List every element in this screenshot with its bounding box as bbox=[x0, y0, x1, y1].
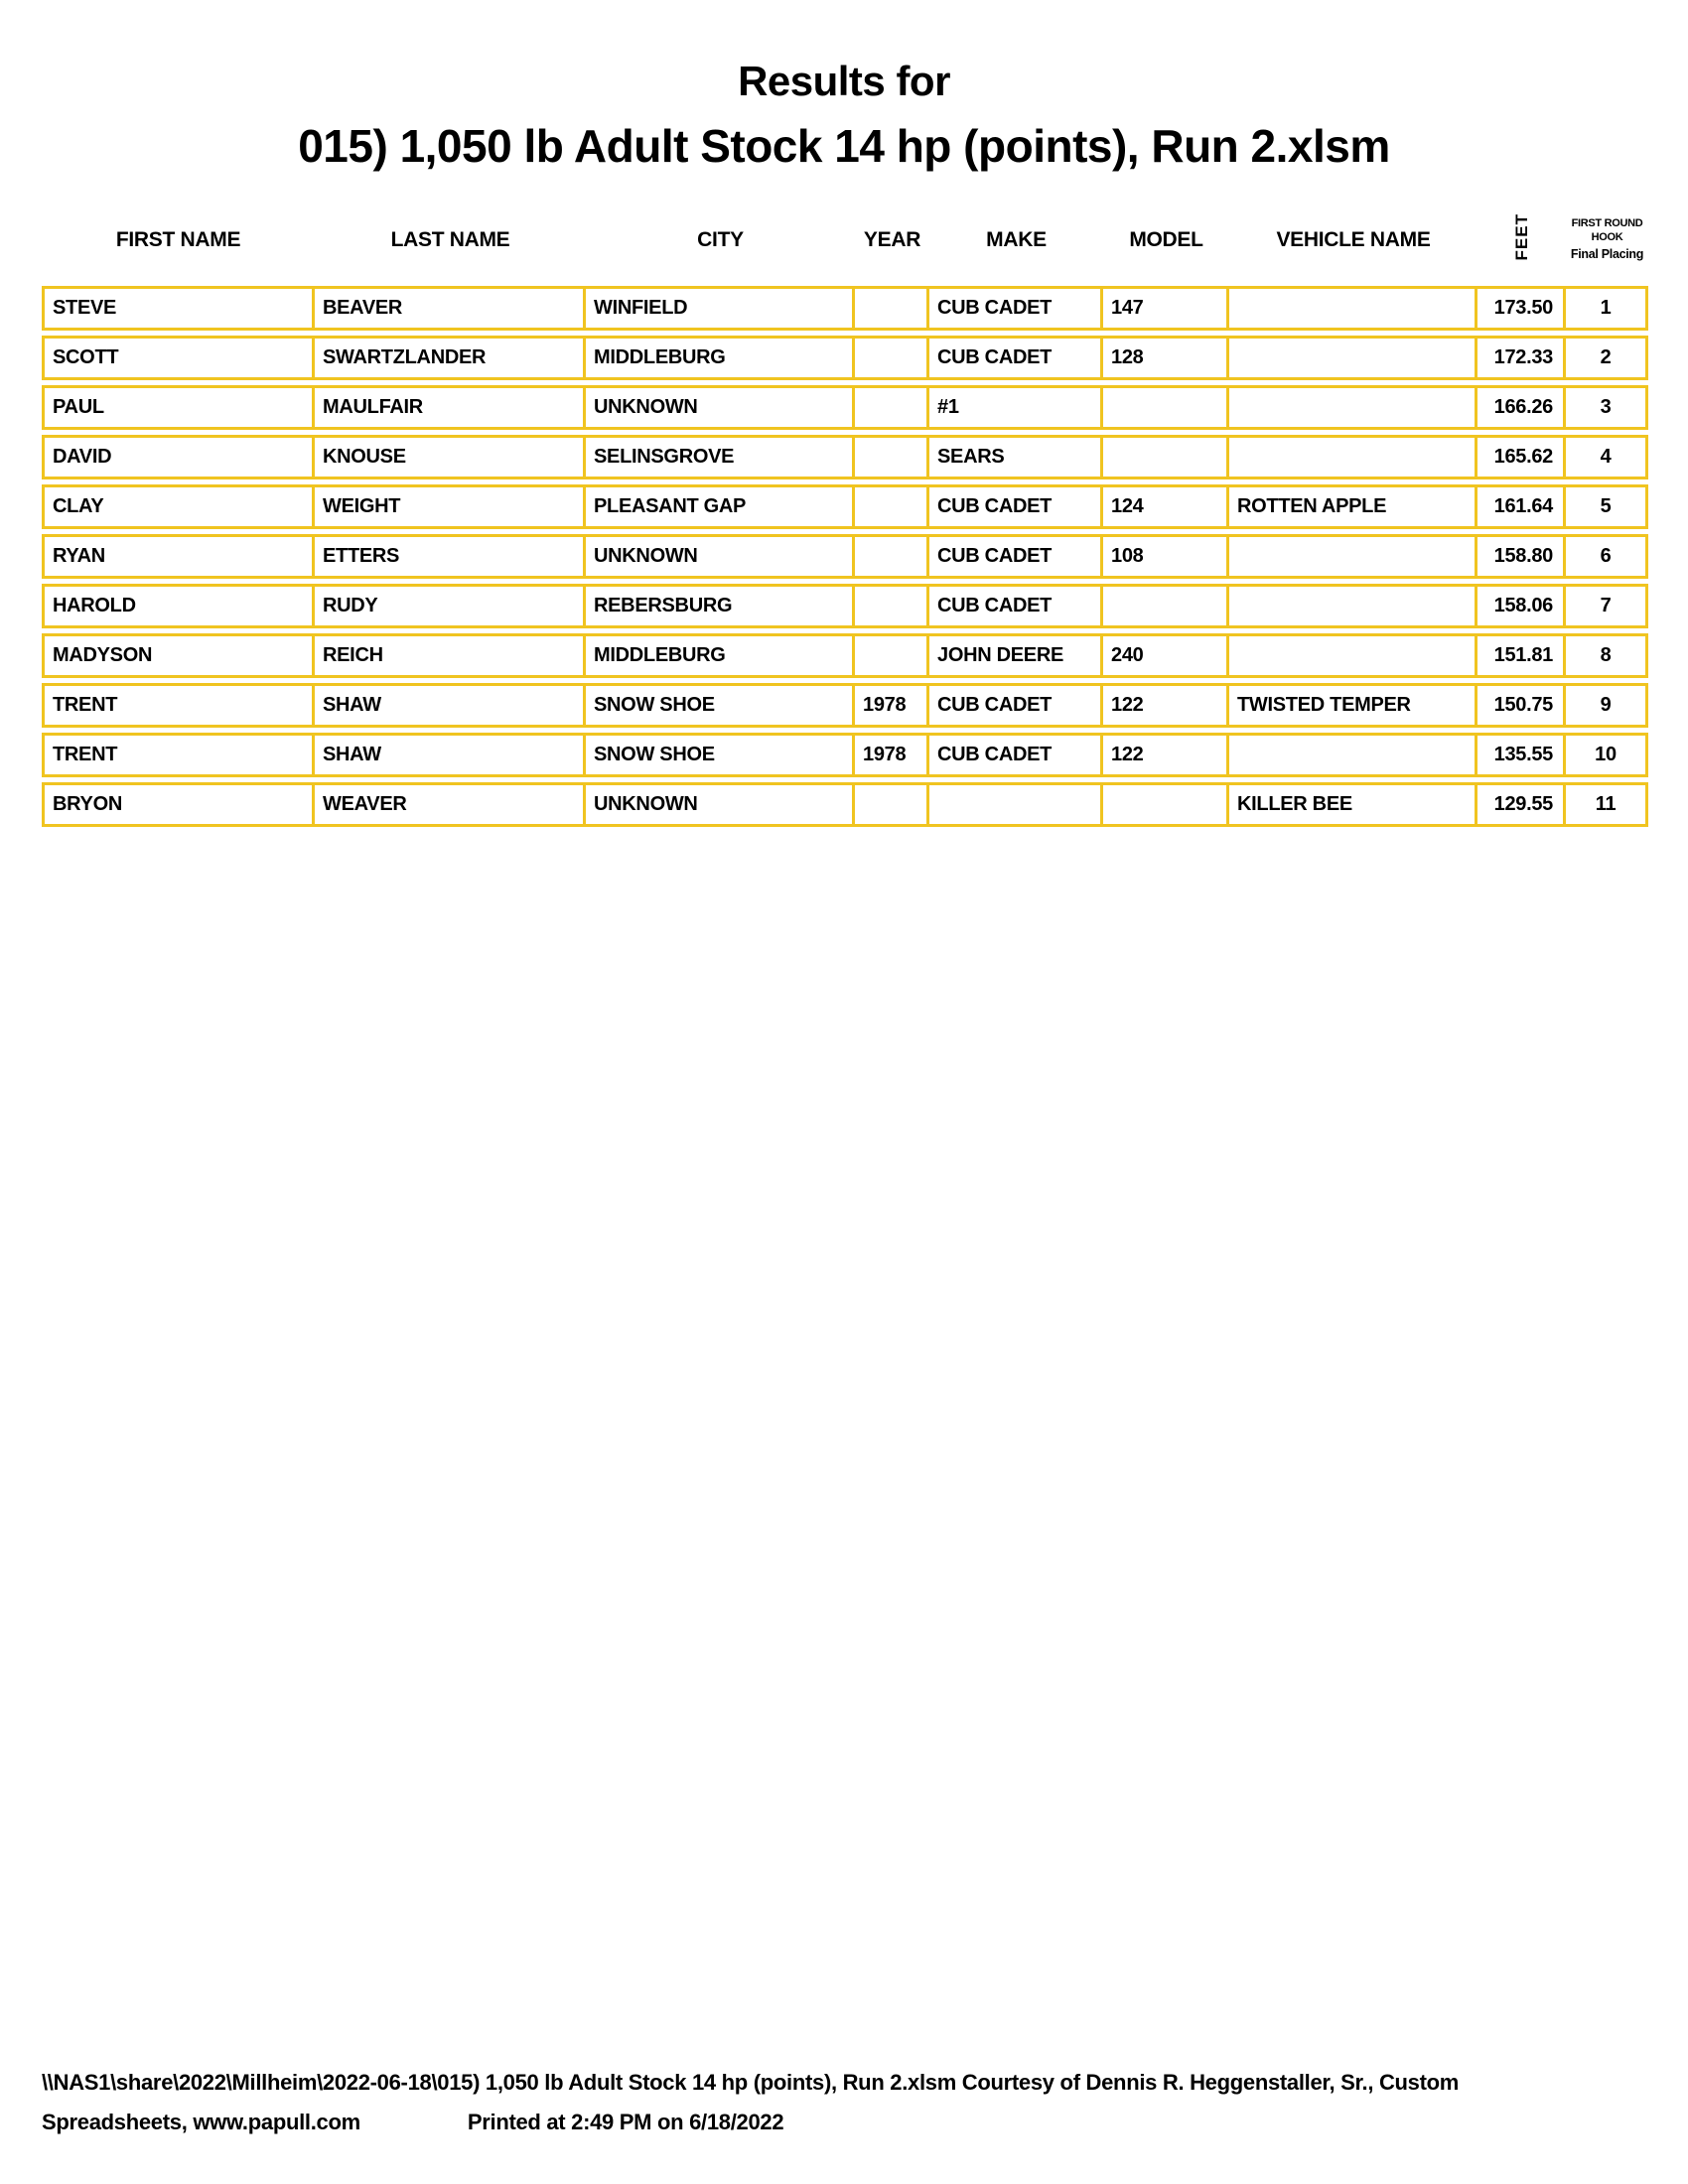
table-row bbox=[42, 584, 1648, 628]
col-header-feet bbox=[1477, 200, 1566, 281]
cell-city: SNOW SHOE bbox=[586, 733, 855, 777]
cell-last-name: ETTERS bbox=[315, 534, 586, 579]
cell-year: 1978 bbox=[855, 733, 929, 777]
cell-year bbox=[855, 385, 929, 430]
cell-year bbox=[855, 435, 929, 479]
col-header-model: MODEL bbox=[1129, 228, 1203, 251]
cell-city: UNKNOWN bbox=[586, 782, 855, 827]
cell-vehicle-name: TWISTED TEMPER bbox=[1229, 683, 1477, 728]
cell-city: SNOW SHOE bbox=[586, 683, 855, 728]
cell-first-name: TRENT bbox=[42, 733, 315, 777]
cell-model: 240 bbox=[1103, 633, 1229, 678]
table-row bbox=[42, 484, 1648, 529]
cell-model: 128 bbox=[1103, 336, 1229, 380]
cell-make: CUB CADET bbox=[929, 534, 1103, 579]
table-row bbox=[42, 534, 1648, 579]
cell-city: MIDDLEBURG bbox=[586, 633, 855, 678]
footer-line2-left: Spreadsheets, www.papull.com bbox=[42, 2110, 360, 2134]
cell-make bbox=[929, 782, 1103, 827]
cell-vehicle-name bbox=[1229, 385, 1477, 430]
cell-make: CUB CADET bbox=[929, 733, 1103, 777]
cell-last-name: RUDY bbox=[315, 584, 586, 628]
placing-header-line2: HOOK bbox=[1591, 231, 1623, 244]
cell-vehicle-name bbox=[1229, 435, 1477, 479]
table-row bbox=[42, 286, 1648, 331]
cell-first-name: STEVE bbox=[42, 286, 315, 331]
cell-vehicle-name bbox=[1229, 633, 1477, 678]
placing-header-block bbox=[1566, 217, 1648, 262]
cell-city: UNKNOWN bbox=[586, 385, 855, 430]
cell-model bbox=[1103, 782, 1229, 827]
cell-feet: 158.06 bbox=[1477, 584, 1566, 628]
cell-first-name: CLAY bbox=[42, 484, 315, 529]
cell-placing: 10 bbox=[1566, 733, 1648, 777]
cell-last-name: SHAW bbox=[315, 733, 586, 777]
table-row bbox=[42, 633, 1648, 678]
feet-rotated-label: FEET bbox=[1511, 213, 1531, 261]
cell-vehicle-name bbox=[1229, 584, 1477, 628]
placing-header-line1: FIRST ROUND bbox=[1571, 217, 1643, 230]
cell-year bbox=[855, 782, 929, 827]
cell-city: UNKNOWN bbox=[586, 534, 855, 579]
cell-placing: 4 bbox=[1566, 435, 1648, 479]
cell-model: 124 bbox=[1103, 484, 1229, 529]
cell-placing: 1 bbox=[1566, 286, 1648, 331]
results-table-body bbox=[42, 286, 1648, 827]
table-row bbox=[42, 683, 1648, 728]
cell-placing: 2 bbox=[1566, 336, 1648, 380]
cell-last-name: WEIGHT bbox=[315, 484, 586, 529]
cell-city: MIDDLEBURG bbox=[586, 336, 855, 380]
cell-feet: 151.81 bbox=[1477, 633, 1566, 678]
cell-model: 147 bbox=[1103, 286, 1229, 331]
cell-vehicle-name: KILLER BEE bbox=[1229, 782, 1477, 827]
cell-last-name: BEAVER bbox=[315, 286, 586, 331]
cell-year bbox=[855, 584, 929, 628]
cell-first-name: DAVID bbox=[42, 435, 315, 479]
col-header-first-name: FIRST NAME bbox=[115, 228, 241, 251]
cell-feet: 161.64 bbox=[1477, 484, 1566, 529]
cell-feet: 173.50 bbox=[1477, 286, 1566, 331]
cell-make: CUB CADET bbox=[929, 336, 1103, 380]
table-row bbox=[42, 336, 1648, 380]
cell-placing: 6 bbox=[1566, 534, 1648, 579]
cell-last-name: KNOUSE bbox=[315, 435, 586, 479]
cell-year: 1978 bbox=[855, 683, 929, 728]
header-row bbox=[42, 200, 1648, 281]
cell-city: REBERSBURG bbox=[586, 584, 855, 628]
cell-feet: 129.55 bbox=[1477, 782, 1566, 827]
cell-feet: 158.80 bbox=[1477, 534, 1566, 579]
results-table bbox=[42, 195, 1648, 832]
cell-last-name: SHAW bbox=[315, 683, 586, 728]
page-title: Results for bbox=[738, 58, 950, 104]
cell-last-name: SWARTZLANDER bbox=[315, 336, 586, 380]
title-block bbox=[0, 58, 1688, 173]
cell-model bbox=[1103, 584, 1229, 628]
col-header-placing bbox=[1566, 200, 1648, 281]
cell-vehicle-name bbox=[1229, 733, 1477, 777]
cell-vehicle-name bbox=[1229, 534, 1477, 579]
cell-year bbox=[855, 484, 929, 529]
cell-model: 122 bbox=[1103, 733, 1229, 777]
cell-vehicle-name bbox=[1229, 286, 1477, 331]
cell-city: PLEASANT GAP bbox=[586, 484, 855, 529]
table-row bbox=[42, 385, 1648, 430]
cell-year bbox=[855, 336, 929, 380]
cell-feet: 166.26 bbox=[1477, 385, 1566, 430]
cell-make: CUB CADET bbox=[929, 286, 1103, 331]
cell-model: 122 bbox=[1103, 683, 1229, 728]
page-footer bbox=[42, 2063, 1650, 2142]
cell-vehicle-name bbox=[1229, 336, 1477, 380]
cell-first-name: MADYSON bbox=[42, 633, 315, 678]
cell-last-name: REICH bbox=[315, 633, 586, 678]
cell-first-name: SCOTT bbox=[42, 336, 315, 380]
cell-year bbox=[855, 534, 929, 579]
cell-feet: 165.62 bbox=[1477, 435, 1566, 479]
cell-make: JOHN DEERE bbox=[929, 633, 1103, 678]
placing-header-line3: Final Placing bbox=[1570, 246, 1644, 261]
cell-make: CUB CADET bbox=[929, 484, 1103, 529]
cell-city: WINFIELD bbox=[586, 286, 855, 331]
cell-model bbox=[1103, 385, 1229, 430]
cell-city: SELINSGROVE bbox=[586, 435, 855, 479]
col-header-make: MAKE bbox=[986, 228, 1047, 251]
cell-first-name: TRENT bbox=[42, 683, 315, 728]
table-row bbox=[42, 435, 1648, 479]
cell-year bbox=[855, 286, 929, 331]
cell-last-name: WEAVER bbox=[315, 782, 586, 827]
cell-make: #1 bbox=[929, 385, 1103, 430]
table-row bbox=[42, 782, 1648, 827]
cell-first-name: BRYON bbox=[42, 782, 315, 827]
cell-make: CUB CADET bbox=[929, 683, 1103, 728]
cell-placing: 9 bbox=[1566, 683, 1648, 728]
cell-feet: 150.75 bbox=[1477, 683, 1566, 728]
cell-make: SEARS bbox=[929, 435, 1103, 479]
footer-line2 bbox=[42, 2103, 1650, 2142]
cell-feet: 172.33 bbox=[1477, 336, 1566, 380]
cell-first-name: PAUL bbox=[42, 385, 315, 430]
cell-placing: 7 bbox=[1566, 584, 1648, 628]
cell-vehicle-name: ROTTEN APPLE bbox=[1229, 484, 1477, 529]
cell-placing: 11 bbox=[1566, 782, 1648, 827]
cell-placing: 3 bbox=[1566, 385, 1648, 430]
cell-last-name: MAULFAIR bbox=[315, 385, 586, 430]
cell-placing: 8 bbox=[1566, 633, 1648, 678]
footer-printed-timestamp: Printed at 2:49 PM on 6/18/2022 bbox=[467, 2110, 784, 2134]
cell-first-name: HAROLD bbox=[42, 584, 315, 628]
page-subtitle-filename: 015) 1,050 lb Adult Stock 14 hp (points), Run 2.xlsm bbox=[298, 120, 1390, 172]
col-header-year: YEAR bbox=[863, 228, 921, 251]
cell-first-name: RYAN bbox=[42, 534, 315, 579]
col-header-last-name: LAST NAME bbox=[390, 228, 510, 251]
cell-model bbox=[1103, 435, 1229, 479]
cell-year bbox=[855, 633, 929, 678]
table-row bbox=[42, 733, 1648, 777]
col-header-vehicle-name: VEHICLE NAME bbox=[1276, 228, 1431, 251]
cell-model: 108 bbox=[1103, 534, 1229, 579]
cell-placing: 5 bbox=[1566, 484, 1648, 529]
cell-feet: 135.55 bbox=[1477, 733, 1566, 777]
col-header-city: CITY bbox=[697, 228, 744, 251]
footer-line1-path: \\NAS1\share\2022\Millheim\2022-06-18\015) 1,050 lb Adult Stock 14 hp (points), Run 2.xlsm Courtesy of Dennis R. Heggenstaller, Sr., Custom bbox=[42, 2070, 1460, 2095]
cell-make: CUB CADET bbox=[929, 584, 1103, 628]
